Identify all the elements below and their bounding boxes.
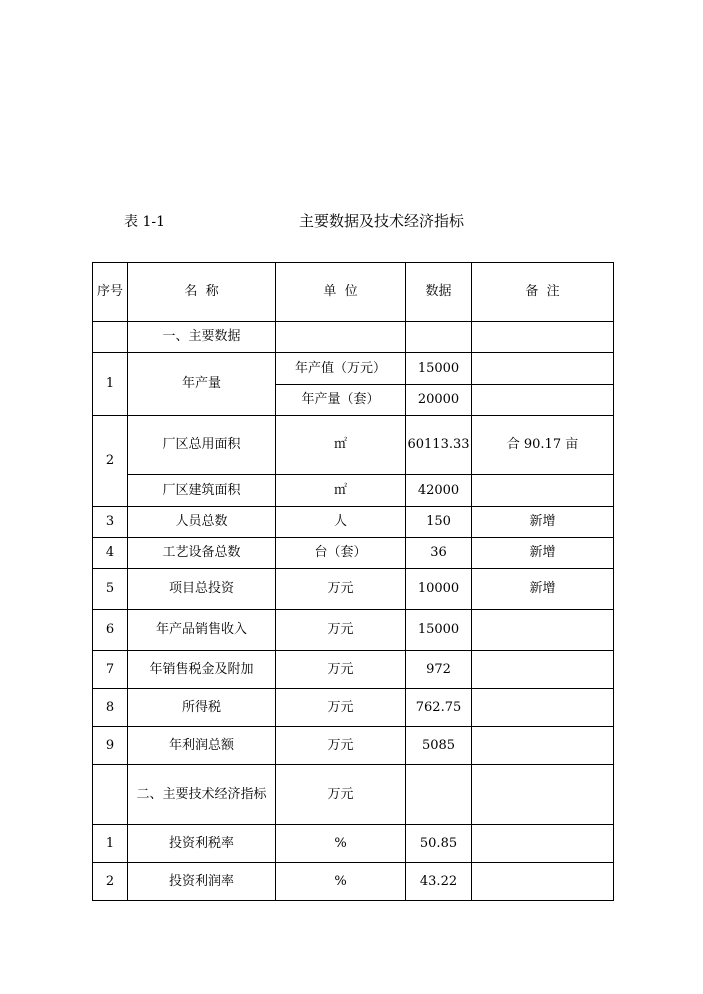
cell-name: 年利润总额 [128,727,276,765]
section-row [93,322,614,353]
cell-data [406,765,472,825]
cell-seq: 1 [93,825,128,863]
table-row [93,825,614,863]
cell-data: 42000 [406,475,472,507]
cell-data: 15000 [406,353,472,385]
cell-unit: 台（套） [276,538,406,569]
header-name: 名 称 [128,263,276,322]
cell-seq: 5 [93,569,128,610]
cell-unit: ㎡ [276,475,406,507]
table-row [93,507,614,538]
header-row [93,263,614,322]
header-remark: 备 注 [472,263,614,322]
cell-unit: 人 [276,507,406,538]
table-row [93,689,614,727]
section-title: 一、主要数据 [128,322,276,353]
cell-name: 投资利税率 [128,825,276,863]
cell-name: 年产量 [128,353,276,416]
cell-unit: 万元 [276,689,406,727]
cell-remark [472,651,614,689]
cell-seq: 3 [93,507,128,538]
cell-data: 36 [406,538,472,569]
cell-remark [472,322,614,353]
cell-name: 人员总数 [128,507,276,538]
table-row [93,863,614,901]
cell-data: 150 [406,507,472,538]
section-title: 二、主要技术经济指标 [128,765,276,825]
cell-unit: % [276,863,406,901]
cell-name: 项目总投资 [128,569,276,610]
cell-data: 43.22 [406,863,472,901]
table-row [93,610,614,651]
cell-data: 10000 [406,569,472,610]
cell-data: 20000 [406,385,472,416]
table-row [93,416,614,475]
data-table [92,262,614,901]
cell-unit: 万元 [276,727,406,765]
cell-name: 年销售税金及附加 [128,651,276,689]
cell-data: 15000 [406,610,472,651]
section-row [93,765,614,825]
cell-unit: 年产值（万元） [276,353,406,385]
cell-remark: 新增 [472,507,614,538]
cell-remark [472,765,614,825]
cell-unit: 万元 [276,651,406,689]
cell-data: 5085 [406,727,472,765]
cell-unit: 万元 [276,765,406,825]
table-number: 表 1-1 [124,214,165,230]
cell-unit: 万元 [276,610,406,651]
cell-remark [472,689,614,727]
cell-name: 厂区总用面积 [128,416,276,475]
cell-name: 年产品销售收入 [128,610,276,651]
cell-remark [472,610,614,651]
table-row [93,569,614,610]
table-title: 主要数据及技术经济指标 [299,212,465,230]
cell-unit: ㎡ [276,416,406,475]
cell-remark [472,353,614,385]
cell-remark: 新增 [472,538,614,569]
cell-data [406,322,472,353]
cell-data: 60113.33 [406,416,472,475]
cell-data: 50.85 [406,825,472,863]
cell-remark [472,825,614,863]
cell-name: 工艺设备总数 [128,538,276,569]
cell-remark [472,727,614,765]
table-row [93,353,614,385]
cell-seq: 2 [93,863,128,901]
header-unit: 单 位 [276,263,406,322]
cell-seq [93,765,128,825]
cell-seq: 4 [93,538,128,569]
cell-remark [472,863,614,901]
cell-name: 所得税 [128,689,276,727]
cell-name: 厂区建筑面积 [128,475,276,507]
cell-data: 762.75 [406,689,472,727]
header-data: 数据 [406,263,472,322]
cell-seq: 6 [93,610,128,651]
cell-seq: 2 [93,416,128,507]
cell-unit: 万元 [276,569,406,610]
cell-remark: 新增 [472,569,614,610]
cell-unit: % [276,825,406,863]
table-row [93,727,614,765]
cell-name: 投资利润率 [128,863,276,901]
cell-data: 972 [406,651,472,689]
cell-remark [472,475,614,507]
table-row [93,538,614,569]
table-row [93,475,614,507]
cell-seq: 7 [93,651,128,689]
cell-seq [93,322,128,353]
header-seq: 序号 [93,263,128,322]
cell-seq: 9 [93,727,128,765]
cell-unit [276,322,406,353]
cell-remark: 合 90.17 亩 [472,416,614,475]
table-row [93,651,614,689]
cell-remark [472,385,614,416]
cell-seq: 1 [93,353,128,416]
cell-seq: 8 [93,689,128,727]
cell-unit: 年产量（套） [276,385,406,416]
